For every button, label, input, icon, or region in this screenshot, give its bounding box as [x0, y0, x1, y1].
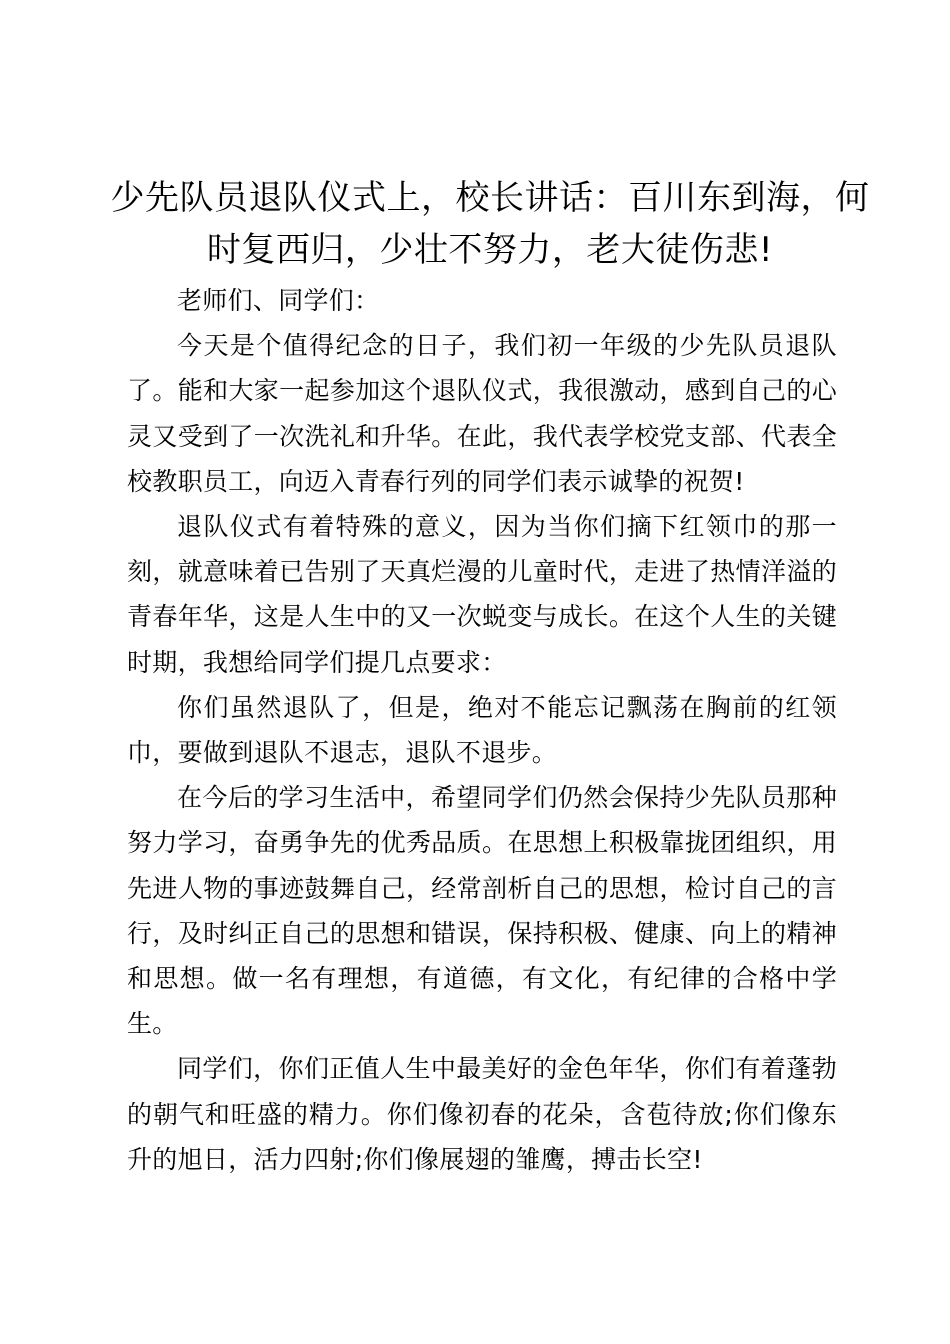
body-paragraph: 在今后的学习生活中，希望同学们仍然会保持少先队员那种努力学习，奋勇争先的优秀品质。在思想上积极靠拢团组织，用先进人物的事迹鼓舞自己，经常剖析自己的思想，检讨自己的言行，及时纠正自己的思想和错误，保持积极、健康、向上的精神和思想。做一名有理想，有道德，有文化，有纪律的合格中学生。 [127, 783, 837, 1039]
document-title: 少先队员退队仪式上，校长讲话：百川东到海，何时复西归，少壮不努力，老大徒伤悲! [110, 178, 870, 270]
salutation-paragraph: 老师们、同学们： [177, 286, 380, 315]
body-paragraph: 你们虽然退队了，但是，绝对不能忘记飘荡在胸前的红领巾，要做到退队不退志，退队不退步。 [127, 692, 837, 768]
body-paragraph: 今天是个值得纪念的日子，我们初一年级的少先队员退队了。能和大家一起参加这个退队仪式，我很激动，感到自己的心灵又受到了一次洗礼和升华。在此，我代表学校党支部、代表全校教职员工，向迈入青春行列的同学们表示诚挚的祝贺! [127, 331, 837, 496]
body-paragraph: 退队仪式有着特殊的意义，因为当你们摘下红领巾的那一刻，就意味着已告别了天真烂漫的儿童时代，走进了热情洋溢的青春年华，这是人生中的又一次蜕变与成长。在这个人生的关键时期，我想给同学们提几点要求： [127, 512, 837, 677]
body-paragraph: 同学们，你们正值人生中最美好的金色年华，你们有着蓬勃的朝气和旺盛的精力。你们像初春的花朵，含苞待放;你们像东升的旭日，活力四射;你们像展翅的雏鹰，搏击长空! [127, 1054, 837, 1174]
document-body [127, 278, 837, 1182]
